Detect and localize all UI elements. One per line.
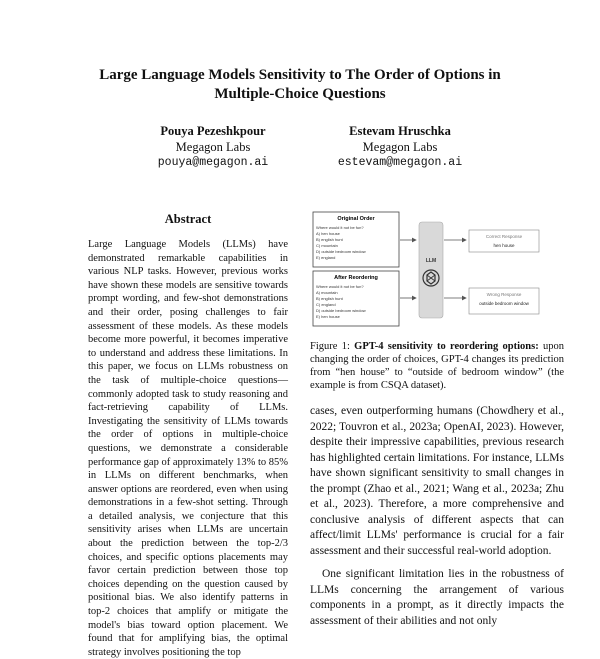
abstract-text: Large Language Models (LLMs) have demonstrated remarkable capabilities in various NLP tasks. However, previous works have shown these models are sensitive towards prompt wording, and few-shot demonstrations and their order, posing challenges to fair assessment of these models. As these models become more powerful, it becomes imperative to understand and address these limitations. In this paper, we focus on LLMs robustness on the task of multiple-choice questions—commonly adopted task to study reasoning and fact-retrieving capability of LLMs. Investigating the sensitivity of LLMs towards the order of options in multiple-choice questions, we demonstrate a considerable performance gap of approximately 13% to 85% in LLMs on different benchmarks, when answer options are reordered, even when using demonstrations in a few-shot setting. Through a detailed analysis, we conjecture that this sensitivity arises when LLMs are uncertain about the prediction between the top-2/3 choices, and specific options placements may favor certain prediction between those top choices depending on the question caused by positional bias. We also identify patterns in top-2 choices that amplify or mitigate the model's bias toward option placement. We found that for amplifying bias, the optimal strategy involves positioning the top bbox=[88, 239, 289, 658]
paper-title bbox=[40, 66, 560, 104]
caption-prefix: Figure 1: bbox=[310, 341, 355, 352]
after-option: A) mountain bbox=[316, 290, 338, 295]
author-affiliation: Megagon Labs bbox=[175, 139, 251, 154]
author-name: Pouya Pezeshkpour bbox=[160, 124, 266, 138]
after-option: D) outside bedroom window bbox=[316, 308, 366, 313]
title-line-1: Large Language Models Sensitivity to The Order of Options in bbox=[99, 67, 501, 83]
paragraph: One significant limitation lies in the robustness of LLMs concerning the arrangement of various components in a prompt, as it directly impacts the assessment of their abilities and not only bbox=[310, 568, 564, 627]
original-option: B) english hunt bbox=[316, 237, 343, 242]
body-text-right bbox=[310, 404, 564, 637]
after-reordering-label: After Reordering bbox=[334, 275, 378, 281]
author-affiliation: Megagon Labs bbox=[362, 139, 438, 154]
caption-bold: GPT-4 sensitivity to reordering options: bbox=[354, 341, 539, 352]
after-question: Where would it not be fun? bbox=[316, 284, 364, 289]
correct-response-label: Correct Response bbox=[485, 234, 523, 239]
caption-rest: upon changing the order of choices, GPT-4 changes its prediction from “hen house” to “outside of bedroom window” (the example is from CSQA dataset). bbox=[310, 341, 565, 391]
author-block-1 bbox=[113, 124, 313, 171]
original-order-label: Original Order bbox=[337, 216, 375, 222]
after-option: E) hen house bbox=[316, 314, 340, 319]
wrong-response-value: outside bedroom window bbox=[479, 301, 529, 306]
author-email: pouya@megagon.ai bbox=[157, 156, 269, 169]
paragraph: cases, even outperforming humans (Chowdhery et al., 2022; Touvron et al., 2023a; OpenAI, 2023). However, despite their impressive capabilities, previous research has highlighted certain limitations. For instance, LLMs have shown significant sensitivity to small changes in the prompt (Zhao et al., 2021; Wang et al., 2023a; Zhu et al., 2023). Therefore, a more comprehensive and conclusive analysis of different aspects that can affect/limit LLMs' performance is crucial for a fair assessment and their successful real-world adoption. bbox=[310, 405, 564, 557]
title-line-2: Multiple-Choice Questions bbox=[214, 86, 386, 102]
author-block-2 bbox=[300, 124, 500, 171]
author-name: Estevam Hruschka bbox=[349, 124, 451, 138]
abstract-heading: Abstract bbox=[164, 212, 212, 226]
wrong-response-label: Wrong Response bbox=[486, 292, 522, 297]
original-option: A) hen house bbox=[316, 231, 340, 236]
original-option: C) mountain bbox=[316, 243, 338, 248]
correct-response-value: hen house bbox=[493, 243, 515, 248]
author-email: estevam@megagon.ai bbox=[337, 156, 463, 169]
after-option: C) england bbox=[316, 302, 336, 307]
figure-caption bbox=[310, 340, 564, 392]
original-question: Where would it not be fun? bbox=[316, 225, 364, 230]
figure-1 bbox=[312, 210, 562, 328]
original-option: E) england bbox=[316, 255, 336, 260]
llm-label: LLM bbox=[425, 258, 437, 264]
original-option: D) outside bedroom window bbox=[316, 249, 366, 254]
after-option: B) english hunt bbox=[316, 296, 343, 301]
